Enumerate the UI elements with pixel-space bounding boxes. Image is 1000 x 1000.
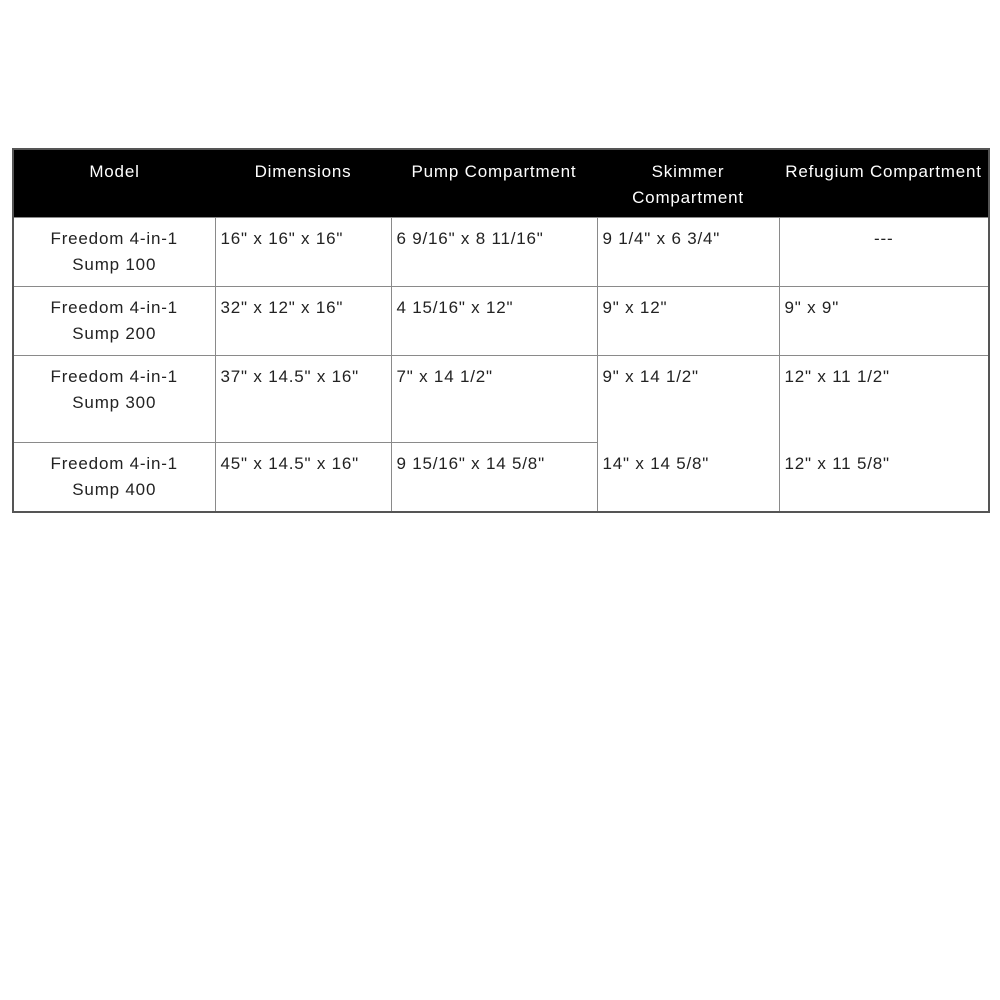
table-row	[13, 286, 989, 355]
cell-refugium: ---	[779, 217, 989, 286]
cell-model: Freedom 4-in-1 Sump 100	[13, 217, 215, 286]
cell-refugium: 12" x 11 5/8"	[779, 443, 989, 512]
header-row	[13, 149, 989, 217]
cell-dimensions: 16" x 16" x 16"	[215, 217, 391, 286]
header-dimensions: Dimensions	[254, 162, 352, 181]
cell-model: Freedom 4-in-1 Sump 400	[13, 443, 215, 512]
cell-refugium: 12" x 11 1/2"	[779, 355, 989, 442]
cell-model: Freedom 4-in-1 Sump 200	[13, 286, 215, 355]
cell-model: Freedom 4-in-1 Sump 300	[13, 355, 215, 442]
cell-skimmer: 14" x 14 5/8"	[597, 443, 779, 512]
cell-dimensions: 37" x 14.5" x 16"	[215, 355, 391, 442]
cell-pump: 9 15/16" x 14 5/8"	[391, 443, 597, 512]
header-refugium-compartment: Refugium Compartment	[785, 162, 982, 181]
header-skimmer-compartment: Skimmer Compartment	[632, 162, 744, 207]
cell-skimmer: 9" x 12"	[597, 286, 779, 355]
header-model: Model	[89, 162, 140, 181]
sump-spec-table	[12, 148, 990, 513]
table-row	[13, 443, 989, 512]
table-row	[13, 355, 989, 442]
cell-skimmer: 9" x 14 1/2"	[597, 355, 779, 442]
cell-pump: 4 15/16" x 12"	[391, 286, 597, 355]
table-body	[13, 217, 989, 512]
cell-pump: 7" x 14 1/2"	[391, 355, 597, 442]
cell-dimensions: 45" x 14.5" x 16"	[215, 443, 391, 512]
cell-dimensions: 32" x 12" x 16"	[215, 286, 391, 355]
cell-skimmer: 9 1/4" x 6 3/4"	[597, 217, 779, 286]
cell-refugium: 9" x 9"	[779, 286, 989, 355]
cell-pump: 6 9/16" x 8 11/16"	[391, 217, 597, 286]
table-header	[13, 149, 989, 217]
header-pump-compartment: Pump Compartment	[411, 162, 577, 181]
table-row	[13, 217, 989, 286]
